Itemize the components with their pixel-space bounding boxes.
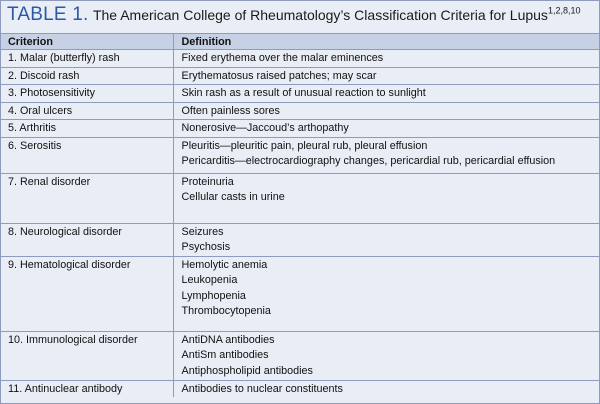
table-row <box>1 67 599 85</box>
criterion-cell: 3. Photosensitivity <box>1 85 173 103</box>
definition-line: Seizures <box>181 225 224 238</box>
definition-line: Cellular casts in urine <box>181 191 285 203</box>
table-caption <box>1 1 599 33</box>
definition-line: Psychosis <box>181 241 231 253</box>
column-header-criterion: Criterion <box>1 34 173 50</box>
table-row <box>1 380 599 397</box>
column-header-definition: Definition <box>173 34 599 50</box>
table-row <box>1 137 599 173</box>
criterion-cell: 8. Neurological disorder <box>1 223 173 256</box>
definition-cell <box>173 380 599 397</box>
table-row <box>1 223 599 256</box>
table-row <box>1 50 599 68</box>
table-row <box>1 173 599 223</box>
table-row <box>1 256 599 331</box>
definition-cell <box>173 85 599 103</box>
table-row <box>1 120 599 138</box>
table-row <box>1 331 599 380</box>
definition-line: Antibodies to nuclear constituents <box>181 382 343 395</box>
definition-line: Erythematosus raised patches; may scar <box>181 69 377 82</box>
table-row <box>1 85 599 103</box>
definition-line: AntiDNA antibodies <box>181 333 275 346</box>
definition-cell <box>173 67 599 85</box>
criterion-cell: 7. Renal disorder <box>1 173 173 223</box>
table-row <box>1 102 599 120</box>
definition-line: Fixed erythema over the malar eminences <box>181 52 384 64</box>
definition-cell <box>173 120 599 138</box>
definition-cell <box>173 331 599 380</box>
criterion-cell: 1. Malar (butterfly) rash <box>1 50 173 68</box>
reference-superscript: 1,2,8,10 <box>547 5 581 16</box>
table-title: The American College of Rheumatology’s Classification Criteria for Lupus <box>92 7 548 23</box>
criterion-cell: 2. Discoid rash <box>1 67 173 85</box>
criterion-cell: 11. Antinuclear antibody <box>1 380 173 397</box>
criterion-cell: 5. Arthritis <box>1 120 173 138</box>
definition-cell <box>173 173 599 223</box>
definition-line: Pericarditis—electrocardiography changes, pericardial rub, pericardial effusion <box>181 155 556 167</box>
criterion-cell: 9. Hematological disorder <box>1 256 173 331</box>
definition-cell <box>173 256 599 331</box>
criteria-table <box>1 33 599 397</box>
definition-line: Often painless sores <box>181 104 280 117</box>
definition-line: Leukopenia <box>181 274 238 286</box>
definition-line: AntiSm antibodies <box>181 349 269 361</box>
definition-line: Antiphospholipid antibodies <box>181 364 313 377</box>
definition-line: Lymphopenia <box>181 289 246 302</box>
criterion-cell: 4. Oral ulcers <box>1 102 173 120</box>
definition-line: Skin rash as a result of unusual reaction to sunlight <box>181 87 426 99</box>
definition-line: Pleuritis—pleuritic pain, pleural rub, pleural effusion <box>181 139 428 152</box>
header-row <box>1 34 599 50</box>
definition-cell <box>173 50 599 68</box>
table-label: TABLE 1. <box>7 4 89 25</box>
definition-line: Nonerosive—Jaccoud’s arthopathy <box>181 122 349 134</box>
table-body <box>1 50 599 398</box>
definition-cell <box>173 137 599 173</box>
definition-line: Hemolytic anemia <box>181 258 268 271</box>
definition-line: Thrombocytopenia <box>181 305 271 317</box>
definition-cell <box>173 102 599 120</box>
definition-cell <box>173 223 599 256</box>
definition-line: Proteinuria <box>181 175 234 188</box>
criterion-cell: 10. Immunological disorder <box>1 331 173 380</box>
criterion-cell: 6. Serositis <box>1 137 173 173</box>
